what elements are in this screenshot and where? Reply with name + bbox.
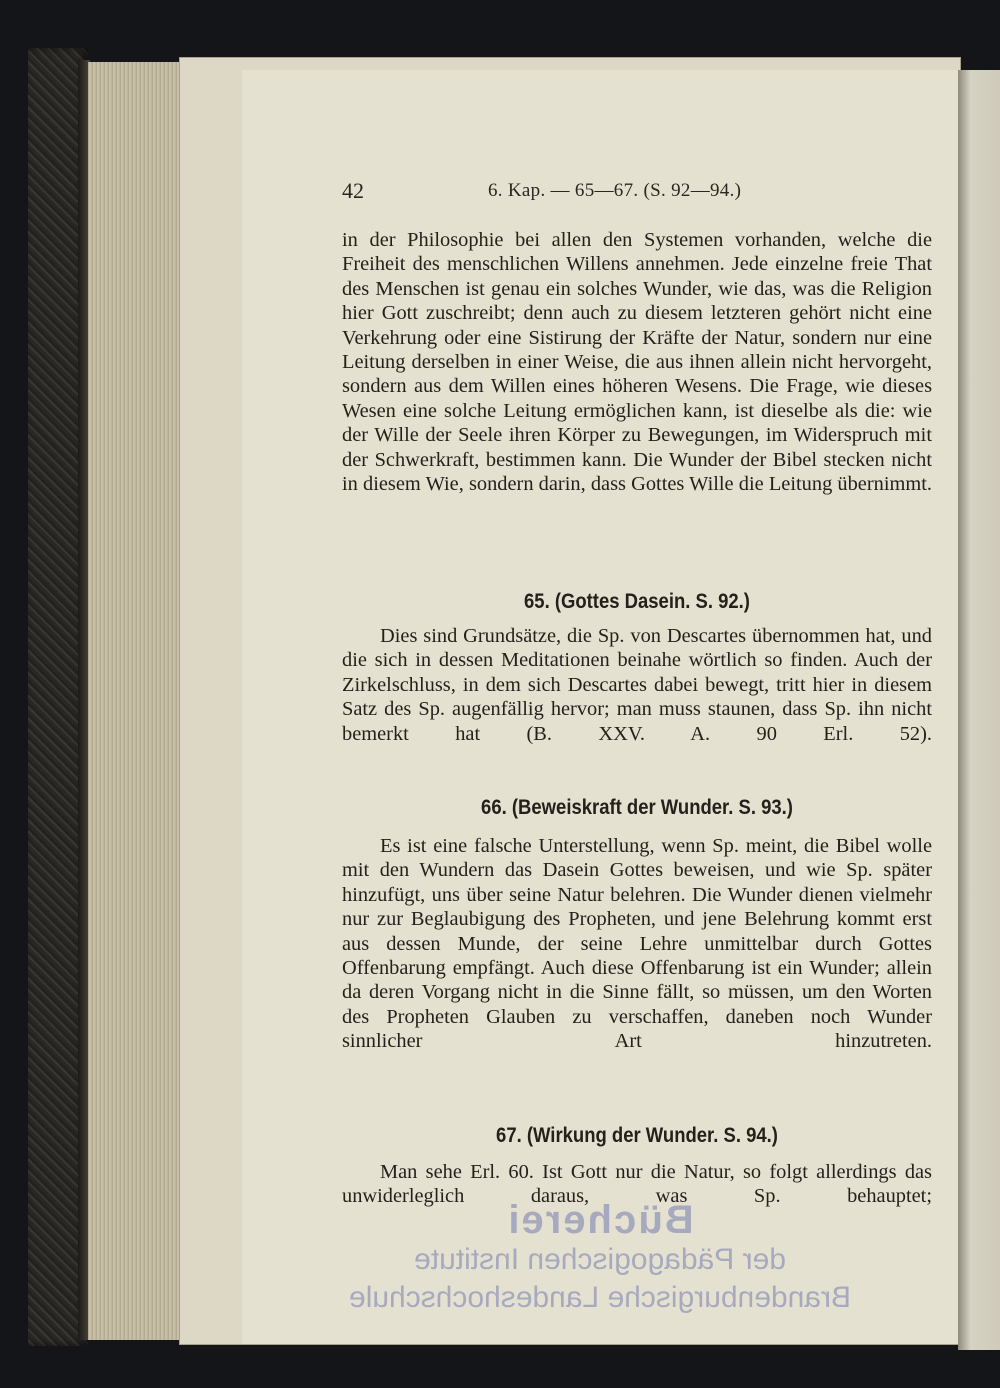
stamp-line-2: der Pädagogischen Institute <box>414 1243 786 1276</box>
section-heading-65: 65. (Gottes Dasein. S. 92.) <box>524 590 750 613</box>
page-number: 42 <box>342 178 364 203</box>
facing-page-edge <box>958 70 1000 1350</box>
section-heading-66: 66. (Beweiskraft der Wunder. S. 93.) <box>481 796 793 819</box>
library-stamp <box>330 1200 870 1320</box>
paragraph-67: Man sehe Erl. 60. Ist Gott nur die Natur, so folgt allerdings das unwiderleglich daraus, was Sp. behauptet; <box>342 1161 932 1208</box>
paragraph-66: Es ist eine falsche Unterstellung, wenn Sp. meint, die Bibel wolle mit den Wundern das Dasein Gottes beweisen, und wie Sp. später hinzufügt, uns über seine Natur belehren. Die Wunder dienen vielmehr nur zur Beglaubigung des Propheten, und jene Belehrung kommt erst aus dessen Munde, der seine Lehre unmittelbar durch Gottes Offenbarung empfängt. Auch diese Offenbarung ist ein Wunder; allein da deren Vorgang nicht in die Sinne fällt, so müssen, um den Worten des Propheten Glauben zu verschaffen, daneben noch Wunder sinnlicher Art hinzutreten. <box>342 835 932 1053</box>
stamp-line-1: Bücherei <box>506 1198 694 1242</box>
paragraph-65: Dies sind Grundsätze, die Sp. von Descartes übernommen hat, und die sich in dessen Meditationen beinahe wörtlich so finden. Auch der Zirkelschluss, in dem sich Descartes dabei bewegt, tritt hier in diesem Satz des Sp. augenfällig hervor; man muss staunen, dass Sp. ihn nicht bemerkt hat (B. XXV. A. 90 Erl. 52). <box>342 625 932 745</box>
section-heading-67: 67. (Wirkung der Wunder. S. 94.) <box>496 1124 778 1147</box>
stamp-line-3: Brandenburgische Landeshochschule <box>348 1281 852 1314</box>
chapter-reference: 6. Kap. — 65—67. (S. 92—94.) <box>488 180 742 201</box>
page-stack-edge <box>88 62 188 1340</box>
paragraph-intro: in der Philosophie bei allen den Systemen vorhanden, welche die Freiheit des menschlichen Willens annehmen. Jede einzelne freie That des Menschen ist genau ein solches Wunder, wie das, was die Religion hier Gott zuschreibt; denn auch zu diesem letzteren gehört nicht eine Verkehrung oder eine Sistirung der Kräfte der Natur, sondern nur eine Leitung derselben in einer Weise, die aus ihnen allein nicht hervorgeht, sondern aus dem Willen eines höheren Wesens. Die Frage, wie dieses Wesen eine solche Leitung ermöglichen kann, ist dieselbe als die: wie der Wille der Seele ihren Körper zu Bewegungen, im Widerspruch mit der Schwerkraft, bestimmen kann. Die Wunder der Bibel stecken nicht in diesem Wie, sondern darin, dass Gottes Wille die Leitung übernimmt. <box>342 229 932 496</box>
running-head <box>342 178 932 210</box>
